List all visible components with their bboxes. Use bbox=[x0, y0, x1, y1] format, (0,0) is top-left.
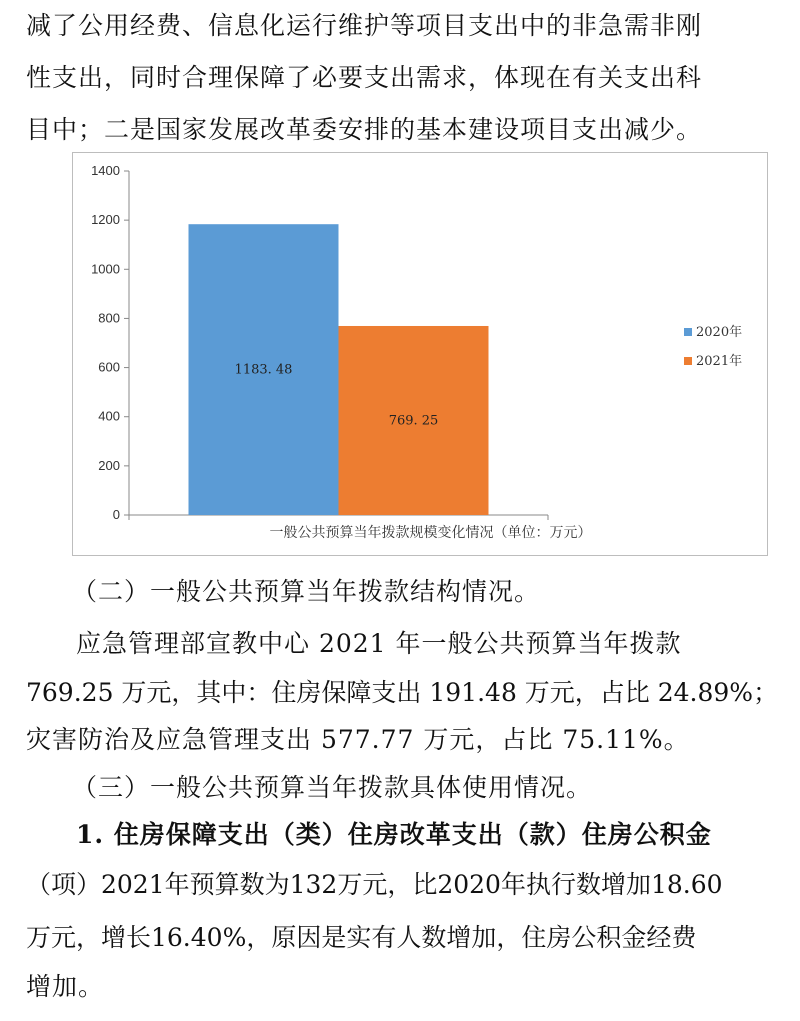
paragraph-line: （项）2021年预算数为132万元，比2020年执行数增加18.60 bbox=[26, 870, 723, 899]
paragraph-line: 769.25 万元，其中：住房保障支出 191.48 万元，占比 24.89%； bbox=[26, 678, 779, 707]
y-tick-label: 600 bbox=[98, 359, 120, 375]
legend-swatch bbox=[684, 328, 692, 336]
y-tick-label: 200 bbox=[98, 457, 120, 473]
legend-swatch bbox=[684, 357, 692, 365]
legend-label: 2020年 bbox=[696, 325, 743, 340]
y-tick-label: 800 bbox=[98, 310, 120, 326]
paragraph-line: 灾害防治及应急管理支出 577.77 万元，占比 75.11%。 bbox=[26, 725, 690, 754]
paragraph-line: 减了公用经费、信息化运行维护等项目支出中的非急需非刚 bbox=[26, 11, 703, 40]
item-title: 1. 住房保障支出（类）住房改革支出（款）住房公积金 bbox=[76, 820, 712, 849]
paragraph-line: 性支出，同时合理保障了必要支出需求，体现在有关支出科 bbox=[26, 63, 703, 92]
y-tick-label: 1000 bbox=[91, 261, 120, 277]
y-tick-label: 400 bbox=[98, 408, 120, 424]
paragraph-line: 目中；二是国家发展改革委安排的基本建设项目支出减少。 bbox=[26, 115, 703, 144]
bars bbox=[189, 224, 489, 515]
data-label: 769. 25 bbox=[388, 413, 439, 429]
y-tick-label: 0 bbox=[112, 507, 120, 522]
data-label: 1183. 48 bbox=[234, 362, 293, 378]
paragraph-line: 应急管理部宣教中心 2021 年一般公共预算当年拨款 bbox=[76, 629, 682, 658]
x-category-label: 一般公共预算当年拨款规模变化情况（单位：万元） bbox=[269, 525, 592, 541]
legend bbox=[684, 324, 742, 369]
budget-bar-chart bbox=[72, 152, 768, 556]
legend-label: 2021年 bbox=[696, 354, 743, 369]
paragraph-line: 万元，增长16.40%，原因是实有人数增加，住房公积金经费 bbox=[26, 923, 697, 952]
y-tick-label: 1400 bbox=[91, 163, 120, 178]
chart-canvas bbox=[73, 153, 767, 555]
section-heading: （三）一般公共预算当年拨款具体使用情况。 bbox=[72, 773, 593, 802]
y-tick-label: 1200 bbox=[91, 212, 120, 228]
paragraph-line: 增加。 bbox=[26, 972, 105, 1001]
section-heading: （二）一般公共预算当年拨款结构情况。 bbox=[72, 577, 541, 606]
